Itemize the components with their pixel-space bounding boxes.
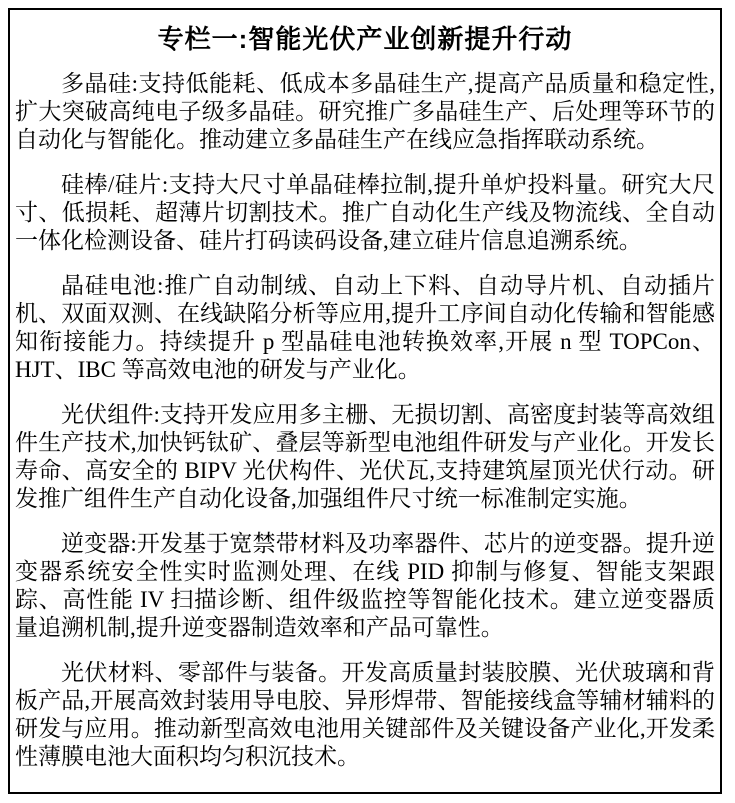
paragraph-pv-module: 光伏组件:支持开发应用多主栅、无损切割、高密度封装等高效组件生产技术,加快钙钛矿、叠层等新型电池组件研发与产业化。开发长寿命、高安全的 BIPV 光伏构件、光伏瓦,支持建筑屋顶光伏行动。研发推广组件生产自动化设备,加强组件尺寸统一标准制定实施。 (15, 402, 715, 511)
paragraph-pv-materials-parts-equipment: 光伏材料、零部件与装备。开发高质量封装胶膜、光伏玻璃和背板产品,开展高效封装用导电胶、异形焊带、智能接线盒等辅材辅料的研发与应用。推动新型高效电池用关键部件及关键设备产业化,开发柔性薄膜电池大面积均匀积沉技术。 (15, 660, 715, 769)
paragraph-inverter: 逆变器:开发基于宽禁带材料及功率器件、芯片的逆变器。提升逆变器系统安全性实时监测处理、在线 PID 抑制与修复、智能支架跟踪、高性能 IV 扫描诊断、组件级监控等智能化技术。建立逆变器质量追溯机制,提升逆变器制造效率和产品可靠性。 (15, 531, 715, 640)
column-border-box (8, 8, 722, 794)
paragraph-crystalline-silicon-cell: 晶硅电池:推广自动制绒、自动上下料、自动导片机、自动插片机、双面双测、在线缺陷分析等应用,提升工序间自动化传输和智能感知衔接能力。持续提升 p 型晶硅电池转换效率,开展 n 型 TOPCon、HJT、IBC 等高效电池的研发与产业化。 (15, 273, 715, 382)
paragraph-polysilicon: 多晶硅:支持低能耗、低成本多晶硅生产,提高产品质量和稳定性,扩大突破高纯电子级多晶硅。研究推广多晶硅生产、后处理等环节的自动化与智能化。推动建立多晶硅生产在线应急指挥联动系统。 (15, 71, 715, 152)
column-title: 专栏一:智能光伏产业创新提升行动 (157, 24, 573, 54)
paragraph-silicon-rod-wafer: 硅棒/硅片:支持大尺寸单晶硅棒拉制,提升单炉投料量。研究大尺寸、低损耗、超薄片切割技术。推广自动化生产线及物流线、全自动一体化检测设备、硅片打码读码设备,建立硅片信息追溯系统。 (15, 172, 715, 253)
